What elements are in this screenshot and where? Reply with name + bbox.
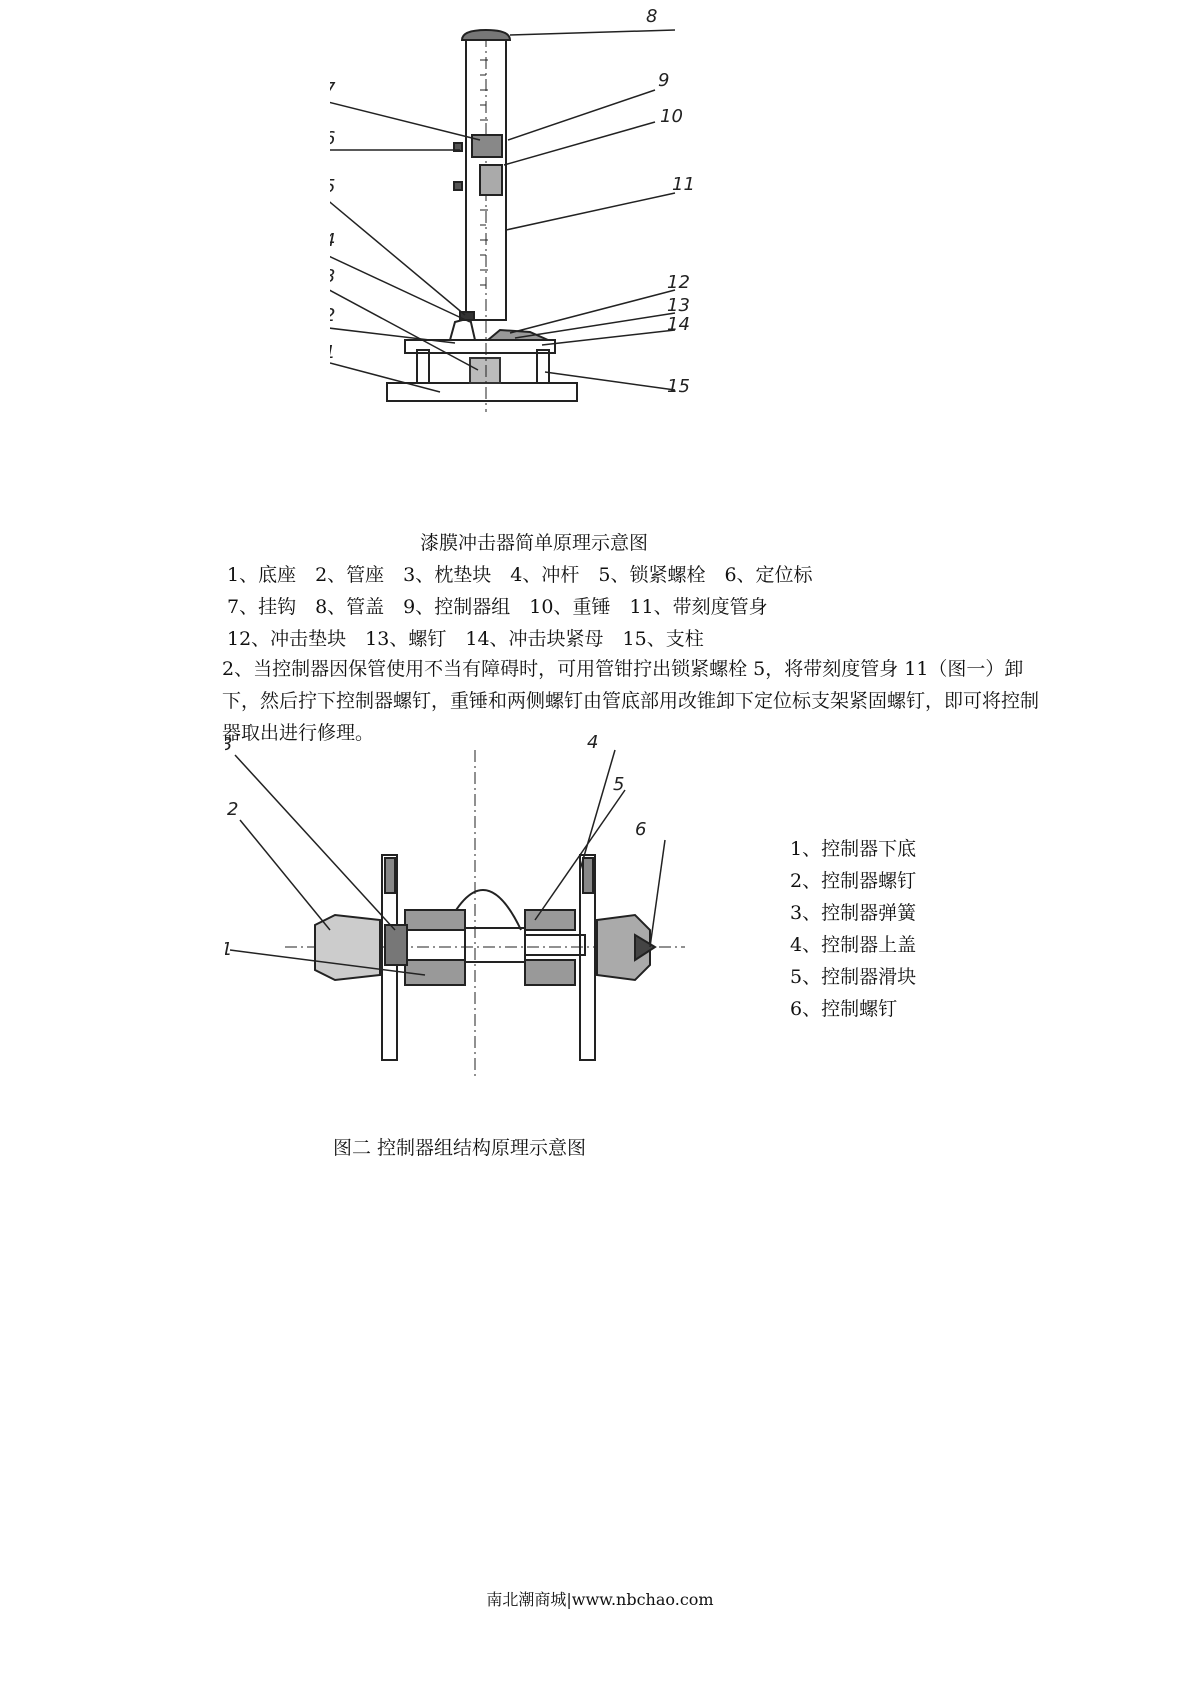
- fig2-callout-5: 5: [613, 774, 625, 795]
- figure2-legend-item: 4、控制器上盖: [790, 934, 917, 956]
- figure1-legend-line-2: 7、挂钩 8、管盖 9、控制器组 10、重锤 11、带刻度管身: [227, 596, 768, 618]
- figure2-caption: 图二 控制器组结构原理示意图: [333, 1137, 587, 1159]
- callout-3: [330, 266, 335, 287]
- figure1-legend-line-3: 12、冲击垫块 13、螺钉 14、冲击块紧母 15、支柱: [227, 628, 704, 650]
- figure2-legend: [790, 833, 916, 1025]
- fig2-callout-4: 4: [587, 732, 599, 753]
- callout-15: 15: [667, 376, 690, 397]
- callout-10: 10: [660, 106, 683, 127]
- callout-7: [330, 79, 336, 100]
- fig2-callout-3: [225, 734, 232, 755]
- fig2-callout-1: [225, 939, 232, 960]
- figure-impact-tester-diagram: [330, 0, 770, 450]
- figure2-legend-item: 3、控制器弹簧: [790, 902, 917, 924]
- figure2-legend-item: 5、控制器滑块: [790, 966, 917, 988]
- callout-11: 11: [672, 174, 695, 195]
- callout-5: [330, 176, 335, 197]
- repair-paragraph-text: 2、当控制器因保管使用不当有障碍时，可用管钳拧出锁紧螺栓 5，将带刻度管身 11（图一）卸下，然后拧下控制器螺钉，重锤和两侧螺钉由管底部用改锥卸下定位标支架紧固螺钉，即可将控制器取出进行修理。: [222, 658, 1040, 744]
- figure-controller-group-diagram: [225, 730, 685, 1090]
- callout-13: 13: [667, 295, 690, 316]
- callout-1: [330, 342, 335, 363]
- callout-14: 14: [667, 314, 690, 335]
- fig2-callout-6: 6: [635, 819, 647, 840]
- figure2-legend-item: 2、控制器螺钉: [790, 870, 917, 892]
- figure1-caption: 漆膜冲击器简单原理示意图: [420, 532, 649, 554]
- callout-12: 12: [667, 272, 690, 293]
- footer-source: 南北潮商城|www.nbchao.com: [486, 1590, 714, 1609]
- callout-8: 8: [646, 6, 658, 27]
- callout-9: 9: [658, 70, 670, 91]
- callout-2: [330, 305, 335, 326]
- callout-4: [330, 230, 335, 251]
- fig2-callout-2: 2: [227, 799, 239, 820]
- callout-6: [330, 128, 335, 149]
- figure1-legend-line-1: 1、底座 2、管座 3、枕垫块 4、冲杆 5、锁紧螺栓 6、定位标: [227, 564, 813, 586]
- figure2-legend-item: 1、控制器下底: [790, 838, 917, 860]
- figure2-legend-item: 6、控制螺钉: [790, 998, 898, 1020]
